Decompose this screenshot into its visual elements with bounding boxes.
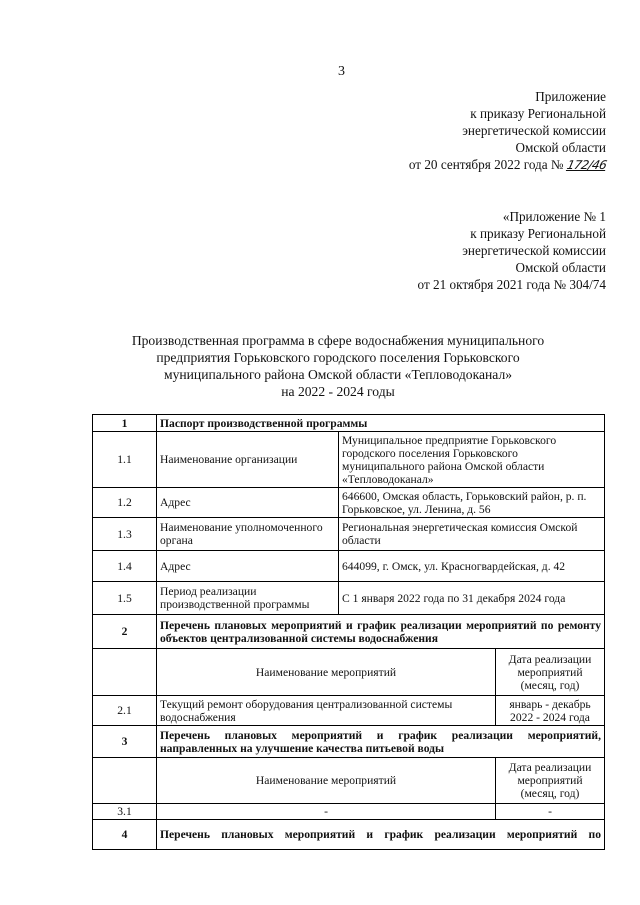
- row-number: 3.1: [93, 804, 157, 820]
- production-program-table: [92, 414, 605, 850]
- handwritten-order-number: 172/46: [565, 158, 608, 172]
- row-date: январь - декабрь 2022 - 2024 года: [496, 696, 605, 726]
- section-number: 1: [93, 415, 157, 432]
- row-value: 646600, Омская область, Горьковский район, р. п. Горьковское, ул. Ленина, д. 56: [339, 488, 605, 518]
- section-number: 2: [93, 615, 157, 649]
- row-number: 1.3: [93, 518, 157, 551]
- row-name: -: [157, 804, 496, 820]
- approval-line: к приказу Региональной: [470, 226, 606, 241]
- row-value: 644099, г. Омск, ул. Красногвардейская, д. 42: [339, 551, 605, 582]
- column-header-date: Дата реализации мероприятий (месяц, год): [496, 758, 605, 804]
- table-row: [93, 488, 605, 518]
- row-number: 1.1: [93, 432, 157, 488]
- approval-line: Омской области: [515, 140, 606, 155]
- title-line: Производственная программа в сфере водоснабжения муниципального: [131, 333, 545, 348]
- row-value: Муниципальное предприятие Горьковского городского поселения Горьковского муниципального района Омской области «Тепловодоканал»: [339, 432, 605, 488]
- table-row: [93, 804, 605, 820]
- approval-line: от 21 октября 2021 года № 304/74: [417, 277, 606, 292]
- table-head-row: [93, 758, 605, 804]
- section-number: 3: [93, 726, 157, 758]
- section-4-header: [93, 820, 605, 850]
- empty-cell: [93, 758, 157, 804]
- approval-line: Омской области: [515, 260, 606, 275]
- approval-line: энергетической комиссии: [462, 243, 606, 258]
- row-label: Адрес: [157, 551, 339, 582]
- title-line: предприятия Горьковского городского поселения Горьковского: [156, 350, 520, 365]
- row-value: Региональная энергетическая комиссия Омской области: [339, 518, 605, 551]
- column-header-date: Дата реализации мероприятий (месяц, год): [496, 649, 605, 696]
- table-row: [93, 696, 605, 726]
- approval-block-current: [409, 88, 606, 174]
- section-2-header: [93, 615, 605, 649]
- approval-line: «Приложение № 1: [502, 209, 606, 224]
- table-row: [93, 518, 605, 551]
- section-1-header: [93, 415, 605, 432]
- title-line: на 2022 - 2024 годы: [281, 384, 395, 399]
- table-row: [93, 551, 605, 582]
- row-number: 1.4: [93, 551, 157, 582]
- title-line: муниципального района Омской области «Тепловодоканал»: [163, 367, 513, 382]
- table-row: [93, 432, 605, 488]
- section-number: 4: [93, 820, 157, 850]
- row-number: 2.1: [93, 696, 157, 726]
- section-title: Паспорт производственной программы: [157, 415, 605, 432]
- row-value: С 1 января 2022 года по 31 декабря 2024 года: [339, 582, 605, 615]
- approval-line: энергетической комиссии: [462, 123, 606, 138]
- row-label: Адрес: [157, 488, 339, 518]
- table-head-row: [93, 649, 605, 696]
- empty-cell: [93, 649, 157, 696]
- section-title: Перечень плановых мероприятий и график реализации мероприятий по ремонту объектов централизованной системы водоснабжения: [157, 615, 605, 649]
- approval-date-line: [409, 156, 606, 174]
- row-label: Наименование уполномоченного органа: [157, 518, 339, 551]
- section-title: Перечень плановых мероприятий и график реализации мероприятий по: [157, 820, 605, 850]
- page-number: 3: [338, 64, 345, 79]
- document-title: [100, 332, 576, 400]
- approval-line: Приложение: [535, 89, 606, 104]
- approval-date: от 20 сентября 2022 года №: [408, 157, 564, 172]
- row-number: 1.5: [93, 582, 157, 615]
- row-date: -: [496, 804, 605, 820]
- row-number: 1.2: [93, 488, 157, 518]
- row-label: Наименование организации: [157, 432, 339, 488]
- approval-block-original: [418, 208, 606, 293]
- column-header-name: Наименование мероприятий: [157, 649, 496, 696]
- table-row: [93, 582, 605, 615]
- row-label: Период реализации производственной программы: [157, 582, 339, 615]
- section-3-header: [93, 726, 605, 758]
- section-title: Перечень плановых мероприятий и график реализации мероприятий, направленных на улучшение качества питьевой воды: [157, 726, 605, 758]
- column-header-name: Наименование мероприятий: [157, 758, 496, 804]
- approval-line: к приказу Региональной: [470, 106, 606, 121]
- row-name: Текущий ремонт оборудования централизованной системы водоснабжения: [157, 696, 496, 726]
